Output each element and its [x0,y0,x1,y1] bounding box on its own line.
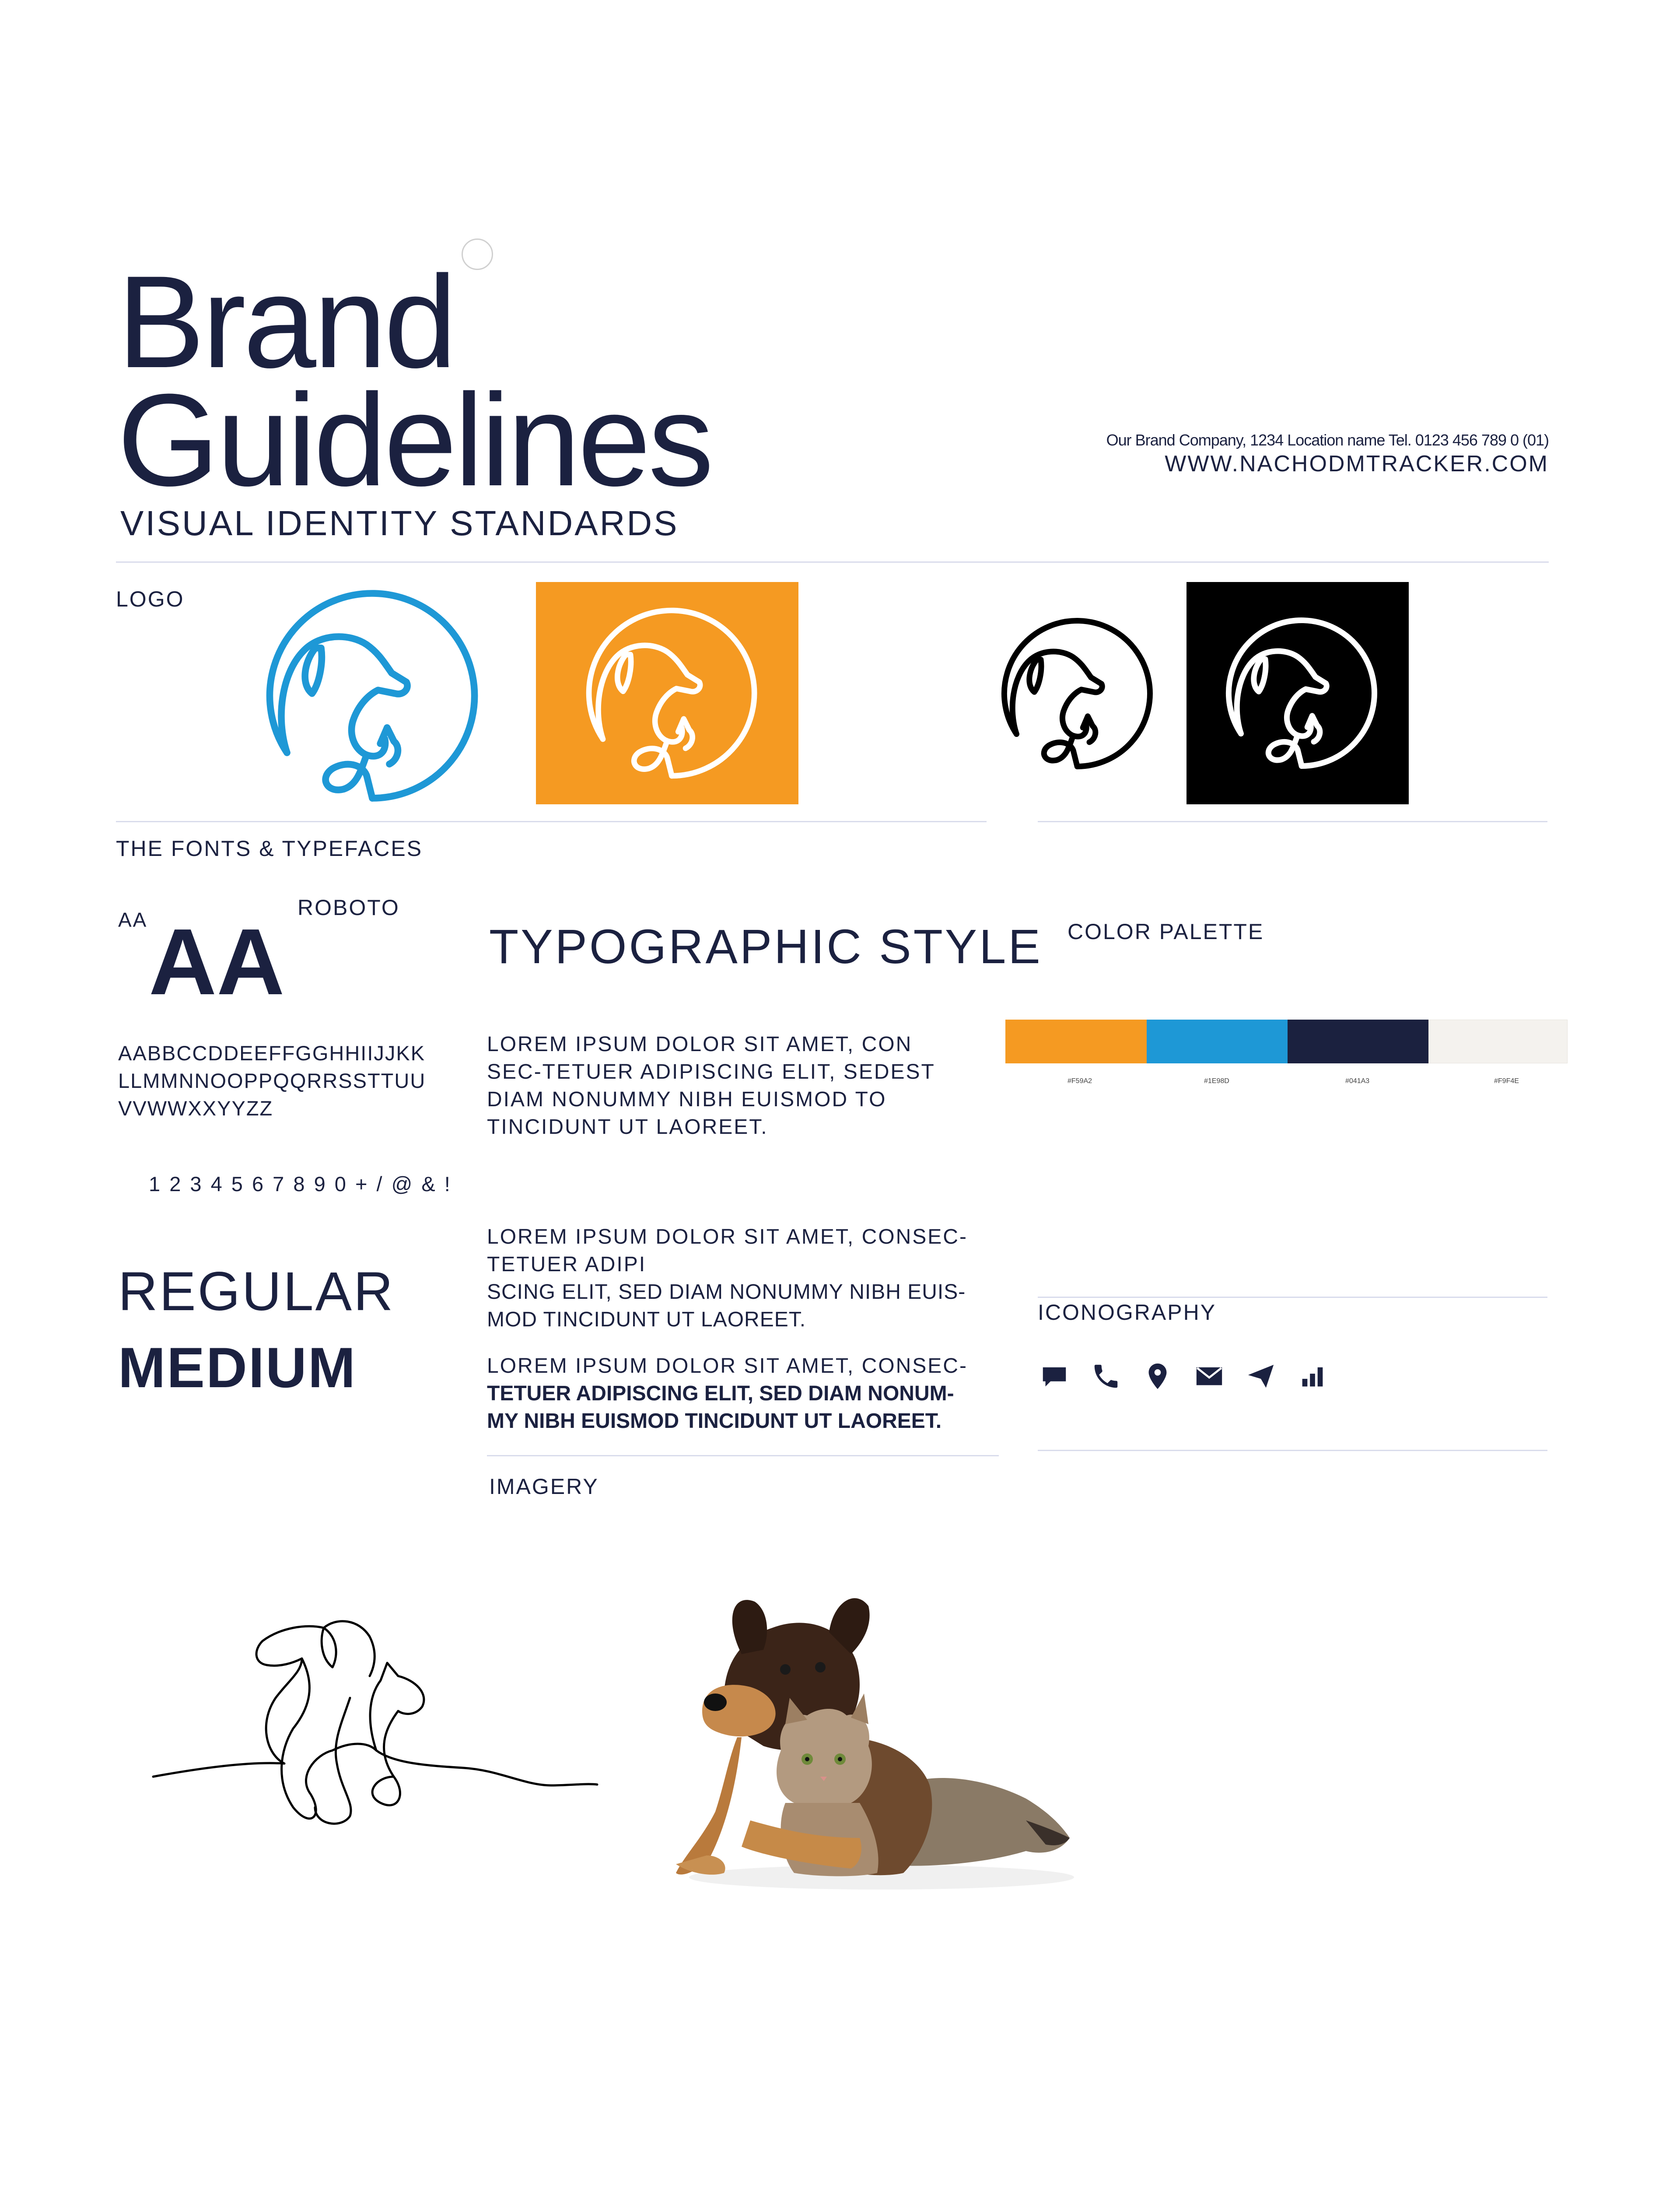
font-small-sample: AA [118,908,148,931]
location-pin-icon [1142,1361,1173,1392]
swatch-cream [1428,1020,1568,1063]
logo-divider-right [1038,821,1547,822]
header-divider [116,561,1549,563]
bar-chart-icon [1297,1361,1328,1392]
decorative-circle [462,238,493,270]
swatch-orange [1005,1020,1147,1063]
iconography-divider-bottom [1038,1450,1547,1451]
fonts-section-label: THE FONTS & TYPEFACES [116,836,423,861]
puppy-kitten-photo [676,1593,1087,1897]
paragraph-bold-line: TETUER ADIPISCING ELIT, SED DIAM NONUM-MY NIBH EUISMOD TINCIDUNT UT LAOREET. [487,1382,954,1433]
color-palette-label: COLOR PALETTE [1068,919,1264,944]
page-title-line1: Brand [117,248,455,395]
company-contact: Our Brand Company, 1234 Location name Tel. 0123 456 789 0 (01) [1106,431,1549,449]
typography-paragraph-2 [487,1223,968,1333]
paragraph-line: SCING ELIT, SED DIAM NONUMMY NIBH EUIS-MOD TINCIDUNT UT LAOREET. [487,1280,966,1331]
font-name: ROBOTO [298,895,400,920]
typography-paragraph-3 [487,1352,968,1435]
logo-blue [253,582,480,810]
paragraph-line: LOREM IPSUM DOLOR SIT AMET, CONSEC-TETUER ADIPI [487,1225,968,1276]
line-art-dog-cat-illustration [149,1610,599,1858]
logo-divider-left [116,821,987,822]
swatch-label: #F9F4E [1494,1077,1519,1085]
dog-cat-logo-icon [992,613,1154,775]
numerals-sample: 1 2 3 4 5 6 7 8 9 0 + / @ & ! [149,1172,452,1196]
swatch-label: #041A3 [1345,1077,1370,1085]
typographic-style-heading: TYPOGRAPHIC STYLE [489,920,1043,974]
alphabet-line: AABBCCDDEEFFGGHHIIJJKK [118,1041,426,1065]
paragraph-line: LOREM IPSUM DOLOR SIT AMET, CONSEC- [487,1354,968,1378]
alphabet-line: VVWWXXYYZZ [118,1097,273,1120]
iconography-divider-top [1038,1297,1547,1298]
logo-white-on-black [1186,582,1409,804]
swatch-label: #1E98D [1204,1077,1229,1085]
weight-medium: MEDIUM [118,1336,357,1399]
dog-cat-logo-icon [1217,612,1379,774]
swatch-label: #F59A2 [1068,1077,1092,1085]
send-icon [1246,1361,1276,1392]
typography-divider [487,1455,999,1456]
alphabet-line: LLMMNNOOPPQQRRSSTTUU [118,1069,426,1092]
alphabet-sample [118,1039,426,1122]
phone-icon [1091,1361,1121,1392]
chat-icon [1039,1361,1070,1392]
weight-regular: REGULAR [118,1261,395,1322]
website-link[interactable]: WWW.NACHODMTRACKER.COM [1165,451,1549,477]
dog-cat-logo-icon [575,601,759,785]
page-subtitle: VISUAL IDENTITY STANDARDS [120,504,679,543]
swatch-navy [1288,1020,1428,1063]
page-title-line2: Guidelines [117,366,711,513]
swatch-blue [1147,1020,1288,1063]
font-big-sample: AA [149,909,285,1014]
iconography-label: ICONOGRAPHY [1038,1300,1217,1325]
dog-cat-logo-icon [253,582,480,810]
logo-orange [536,582,798,804]
envelope-icon [1194,1361,1225,1392]
logo-black [992,613,1154,775]
logo-section-label: LOGO [116,587,185,611]
imagery-label: IMAGERY [489,1474,599,1499]
typography-paragraph-1: LOREM IPSUM DOLOR SIT AMET, CON SEC-TETUER ADIPISCING ELIT, SEDEST DIAM NONUMMY NIBH EUISMOD TO TINCIDUNT UT LAOREET. [487,1033,935,1139]
